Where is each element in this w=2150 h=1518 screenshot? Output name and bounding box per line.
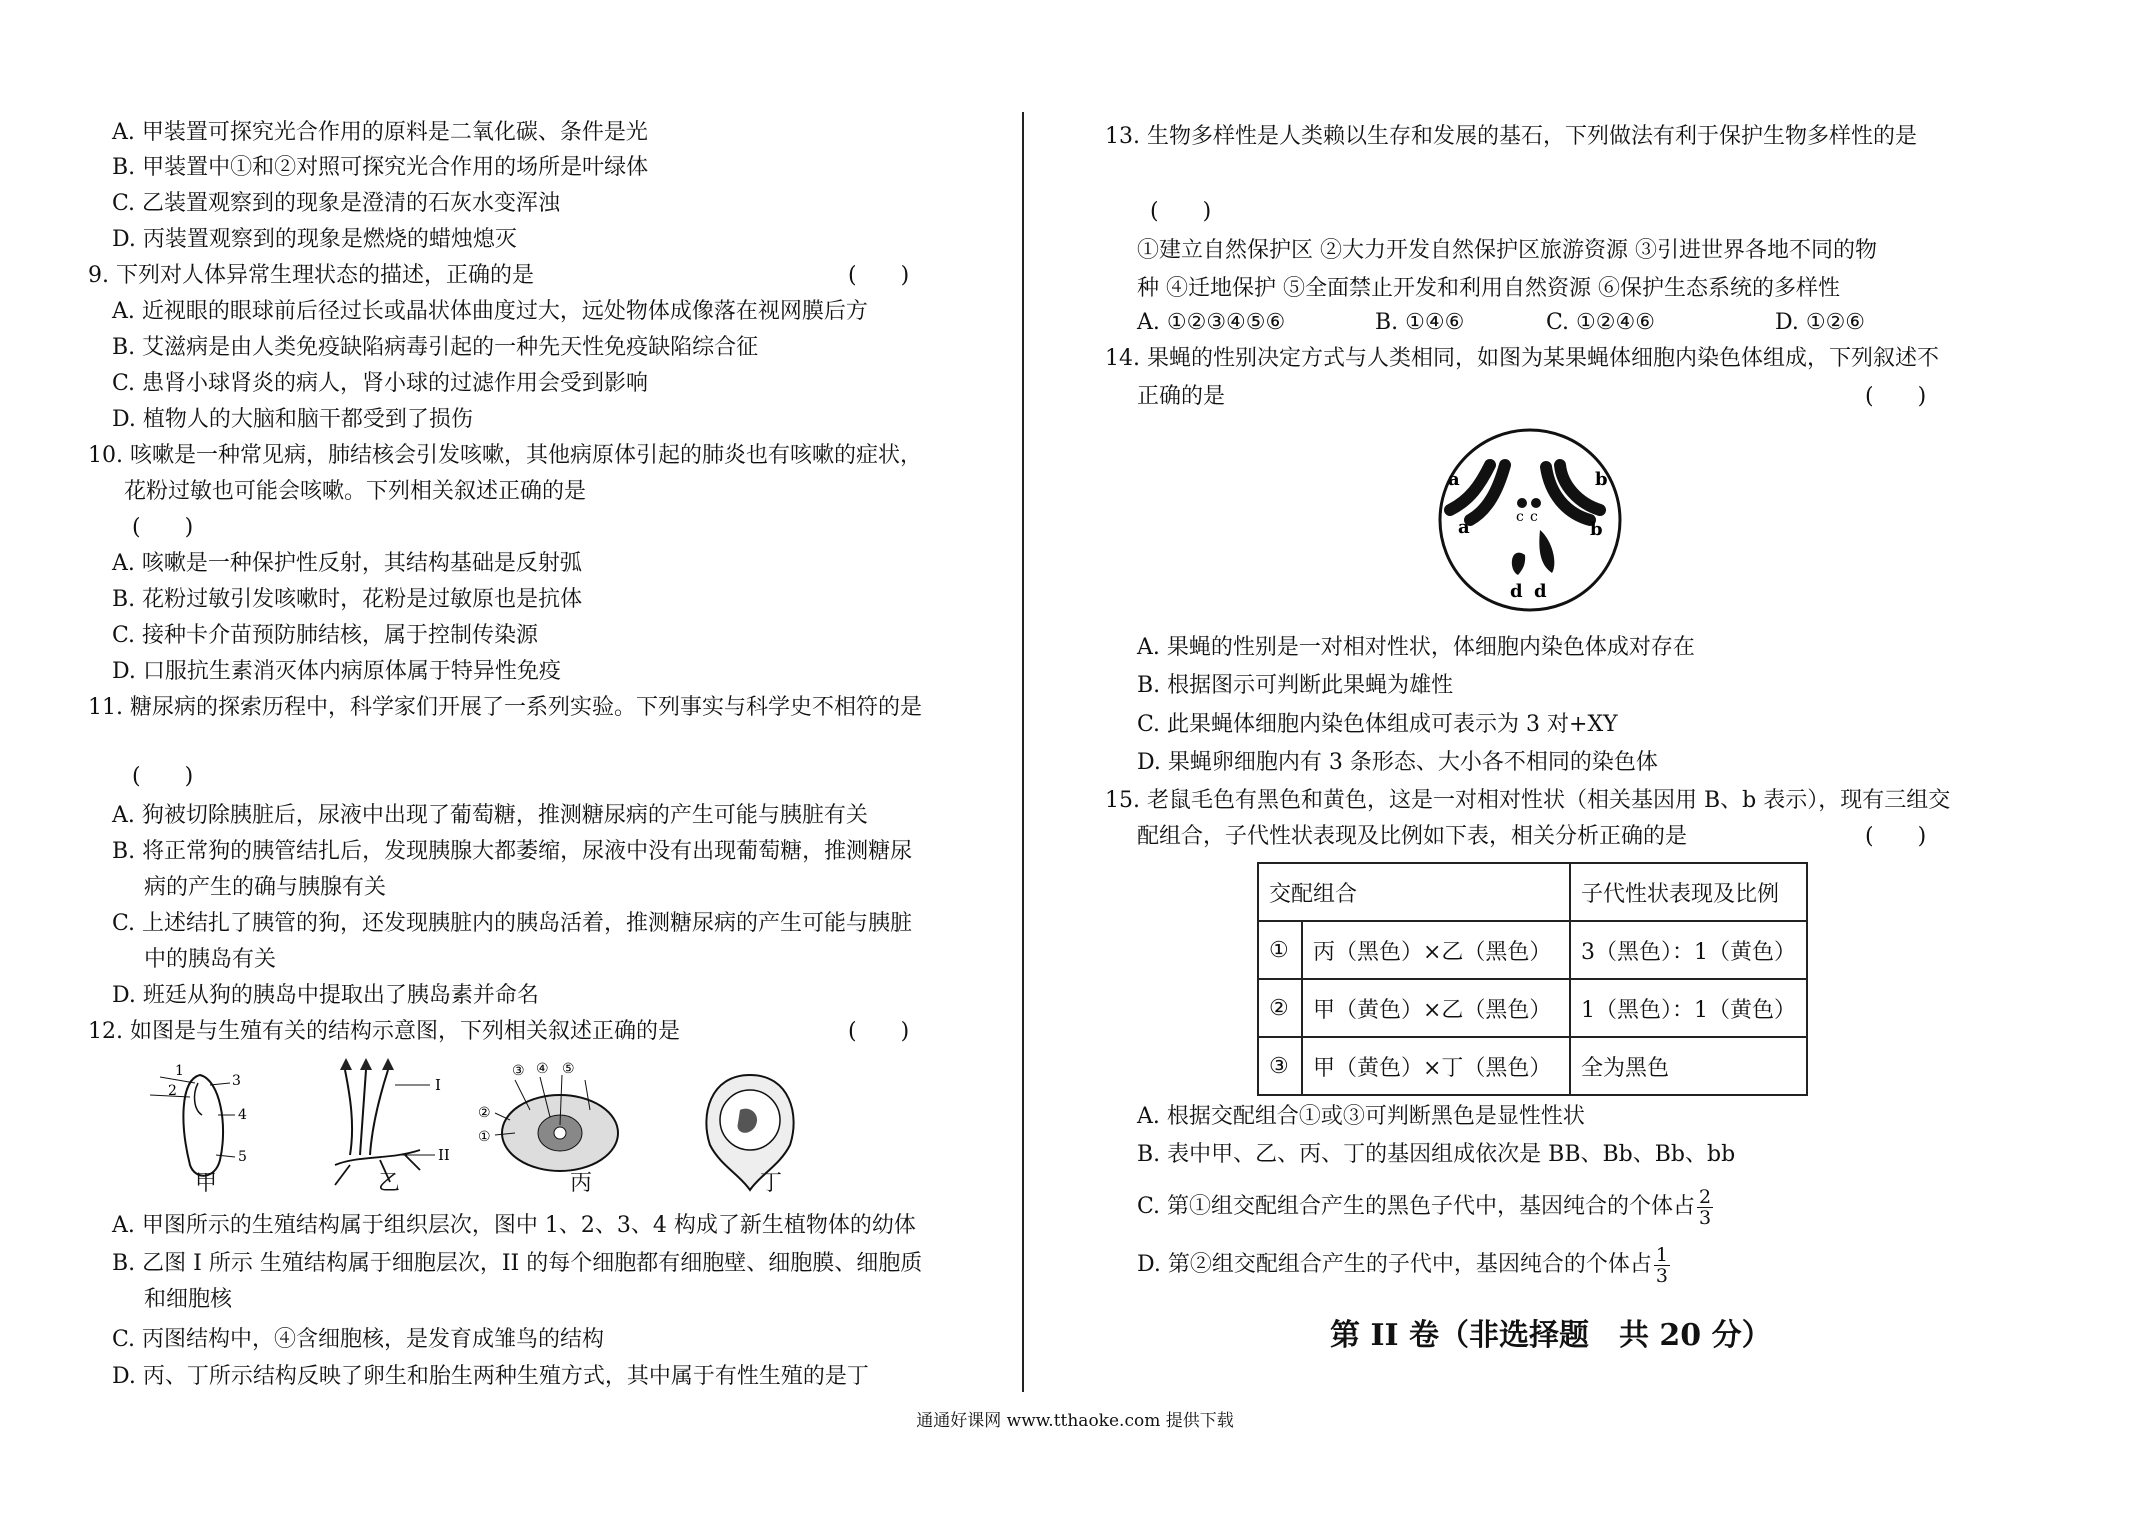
q9-option-c: C. 患肾小球肾炎的病人，肾小球的过滤作用会受到影响	[112, 371, 649, 396]
q13-option-c: C. ①②④⑥	[1546, 310, 1655, 335]
table-header-cell: 子代性状表现及比例	[1570, 863, 1807, 921]
fraction-denominator: 3	[1655, 1264, 1668, 1287]
q15-option-a: A. 根据交配组合①或③可判断黑色是显性性状	[1137, 1104, 1585, 1129]
q10-option-c: C. 接种卡介苗预防肺结核，属于控制传染源	[112, 623, 539, 648]
chromosome-label-c1: c	[1516, 509, 1524, 525]
q12-stem: 12. 如图是与生殖有关的结构示意图，下列相关叙述正确的是	[88, 1019, 680, 1044]
chromosome-label-c2: c	[1530, 509, 1538, 525]
q12-option-a: A. 甲图所示的生殖结构属于组织层次，图中 1、2、3、4 构成了新生植物体的幼体	[112, 1213, 916, 1238]
chromosome-label-d2: d	[1534, 581, 1547, 602]
q12-answer-paren: ( )	[848, 1019, 910, 1044]
q8-option-c: C. 乙装置观察到的现象是澄清的石灰水变浑浊	[112, 191, 561, 216]
egg-mark-2: ②	[478, 1105, 491, 1121]
fig-label-ding: 丁	[760, 1171, 783, 1196]
q14-option-b: B. 根据图示可判断此果蝇为雄性	[1137, 673, 1454, 698]
q12-option-b-line1: B. 乙图 I 所示 生殖结构属于细胞层次，II 的每个细胞都有细胞壁、细胞膜、细胞质	[112, 1251, 923, 1276]
table-cell: 甲（黄色）×乙（黑色）	[1302, 979, 1570, 1037]
chromosome-label-b1: b	[1595, 469, 1608, 490]
q11-option-a: A. 狗被切除胰脏后，尿液中出现了葡萄糖，推测糖尿病的产生可能与胰脏有关	[112, 803, 868, 828]
mating-table	[1257, 862, 1808, 1096]
egg-figure	[478, 1061, 618, 1171]
q9-option-a: A. 近视眼的眼球前后径过长或晶状体曲度过大，远处物体成像落在视网膜后方	[112, 299, 868, 324]
q8-option-d: D. 丙装置观察到的现象是燃烧的蜡烛熄灭	[112, 227, 517, 252]
table-header-cell: 交配组合	[1258, 863, 1570, 921]
q10-stem-line1: 10. 咳嗽是一种常见病，肺结核会引发咳嗽，其他病原体引起的肺炎也有咳嗽的症状，	[88, 443, 922, 468]
q9-stem: 9. 下列对人体异常生理状态的描述，正确的是	[88, 263, 534, 288]
egg-mark-1: ①	[478, 1129, 491, 1145]
q14-option-c: C. 此果蝇体细胞内染色体组成可表示为 3 对+XY	[1137, 712, 1618, 737]
moss-mark-II: II	[438, 1146, 450, 1164]
q11-answer-paren: ( )	[132, 764, 194, 789]
fig-label-bing: 丙	[570, 1171, 593, 1196]
table-row	[1258, 1037, 1807, 1095]
chromosome-label-a1: a	[1448, 469, 1460, 490]
fig-label-jia: 甲	[195, 1171, 218, 1196]
egg-mark-5: ⑤	[562, 1061, 575, 1077]
q14-stem-line2: 正确的是	[1137, 384, 1226, 409]
q15-stem-line2: 配组合，子代性状表现及比例如下表，相关分析正确的是	[1137, 824, 1688, 849]
q13-answer-paren: ( )	[1150, 199, 1212, 224]
q11-option-c-line2: 中的胰岛有关	[144, 947, 277, 972]
egg-mark-4: ④	[536, 1061, 549, 1077]
table-cell: 全为黑色	[1570, 1037, 1807, 1095]
fraction	[1697, 1187, 1713, 1228]
fraction-denominator: 3	[1699, 1206, 1712, 1229]
table-cell: 1（黑色）：1（黄色）	[1570, 979, 1807, 1037]
table-cell: 3（黑色）：1（黄色）	[1570, 921, 1807, 979]
q10-option-b: B. 花粉过敏引发咳嗽时，花粉是过敏原也是抗体	[112, 587, 583, 612]
q15-option-d	[1137, 1240, 1670, 1290]
q15-option-d-text: D. 第②组交配组合产生的子代中，基因纯合的个体占	[1137, 1252, 1652, 1277]
q13-option-b: B. ①④⑥	[1375, 310, 1465, 335]
q15-answer-paren: ( )	[1865, 824, 1927, 849]
q13-stem: 13. 生物多样性是人类赖以生存和发展的基石，下列做法有利于保护生物多样性的是	[1105, 124, 1917, 149]
q11-stem: 11. 糖尿病的探索历程中，科学家们开展了一系列实验。下列事实与科学史不相符的是	[88, 695, 922, 720]
seed-mark-5: 5	[238, 1149, 247, 1165]
q10-stem-line2: 花粉过敏也可能会咳嗽。下列相关叙述正确的是	[124, 479, 587, 504]
table-cell: ①	[1258, 921, 1302, 979]
q12-option-c: C. 丙图结构中，④含细胞核，是发育成雏鸟的结构	[112, 1327, 605, 1352]
fraction-numerator: 2	[1699, 1185, 1712, 1208]
q11-option-b-line1: B. 将正常狗的胰管结扎后，发现胰腺大都萎缩，尿液中没有出现葡萄糖，推测糖尿	[112, 839, 913, 864]
q11-option-d: D. 班廷从狗的胰岛中提取出了胰岛素并命名	[112, 983, 539, 1008]
seed-figure	[150, 1063, 247, 1176]
q14-answer-paren: ( )	[1865, 384, 1927, 409]
q12-option-d: D. 丙、丁所示结构反映了卵生和胎生两种生殖方式，其中属于有性生殖的是丁	[112, 1364, 869, 1389]
seed-mark-3: 3	[232, 1073, 241, 1089]
table-header-row	[1258, 863, 1807, 921]
table-cell: ③	[1258, 1037, 1302, 1095]
table-row	[1258, 979, 1807, 1037]
q14-option-a: A. 果蝇的性别是一对相对性状，体细胞内染色体成对存在	[1137, 635, 1695, 660]
column-divider	[1022, 112, 1024, 1392]
moss-mark-I: I	[435, 1076, 441, 1094]
q13-items-line2: 种 ④迁地保护 ⑤全面禁止开发和利用自然资源 ⑥保护生态系统的多样性	[1137, 276, 1840, 301]
q15-option-c	[1137, 1182, 1713, 1232]
q11-option-b-line2: 病的产生的确与胰腺有关	[144, 875, 387, 900]
q12-figures	[150, 1055, 850, 1195]
chromosome-figure	[1430, 425, 1630, 615]
egg-mark-3: ③	[512, 1063, 525, 1079]
q8-option-b: B. 甲装置中①和②对照可探究光合作用的场所是叶绿体	[112, 155, 649, 180]
chromosome-label-b2: b	[1590, 519, 1603, 540]
q15-stem-line1: 15. 老鼠毛色有黑色和黄色，这是一对相对性状（相关基因用 B、b 表示），现有三组交	[1105, 788, 1951, 813]
q15-option-b: B. 表中甲、乙、丙、丁的基因组成依次是 BB、Bb、Bb、bb	[1137, 1142, 1736, 1167]
q13-option-a: A. ①②③④⑤⑥	[1137, 310, 1286, 335]
fraction	[1654, 1245, 1670, 1286]
q14-stem-line1: 14. 果蝇的性别决定方式与人类相同，如图为某果蝇体细胞内染色体组成，下列叙述不	[1105, 346, 1939, 371]
table-row	[1258, 921, 1807, 979]
q10-option-a: A. 咳嗽是一种保护性反射，其结构基础是反射弧	[112, 551, 582, 576]
page-footer: 通通好课网 www.tthaoke.com 提供下载	[916, 1411, 1234, 1431]
q9-option-b: B. 艾滋病是由人类免疫缺陷病毒引起的一种先天性免疫缺陷综合征	[112, 335, 759, 360]
table-cell: 甲（黄色）×丁（黑色）	[1302, 1037, 1570, 1095]
table-cell: ②	[1258, 979, 1302, 1037]
fraction-numerator: 1	[1655, 1243, 1668, 1266]
table-cell: 丙（黑色）×乙（黑色）	[1302, 921, 1570, 979]
q11-option-c-line1: C. 上述结扎了胰管的狗，还发现胰脏内的胰岛活着，推测糖尿病的产生可能与胰脏	[112, 911, 913, 936]
q15-option-c-text: C. 第①组交配组合产生的黑色子代中，基因纯合的个体占	[1137, 1194, 1696, 1219]
q9-option-d: D. 植物人的大脑和脑干都受到了损伤	[112, 407, 473, 432]
fig-label-yi: 乙	[378, 1171, 401, 1196]
section-title: 第 II 卷（非选择题 共 20 分）	[1330, 1318, 1772, 1353]
q13-items-line1: ①建立自然保护区 ②大力开发自然保护区旅游资源 ③引进世界各地不同的物	[1137, 238, 1877, 263]
q9-answer-paren: ( )	[848, 263, 910, 288]
seed-mark-4: 4	[238, 1107, 247, 1123]
q8-option-a: A. 甲装置可探究光合作用的原料是二氧化碳、条件是光	[112, 120, 648, 145]
q13-option-d: D. ①②⑥	[1775, 310, 1866, 335]
chromosome-label-a2: a	[1458, 517, 1470, 538]
q12-option-b-line2: 和细胞核	[144, 1287, 233, 1312]
seed-mark-1: 1	[175, 1063, 184, 1079]
q14-option-d: D. 果蝇卵细胞内有 3 条形态、大小各不相同的染色体	[1137, 750, 1658, 775]
q10-option-d: D. 口服抗生素消灭体内病原体属于特异性免疫	[112, 659, 561, 684]
seed-mark-2: 2	[168, 1083, 177, 1099]
chromosome-label-d1: d	[1510, 581, 1523, 602]
q10-answer-paren: ( )	[132, 515, 194, 540]
